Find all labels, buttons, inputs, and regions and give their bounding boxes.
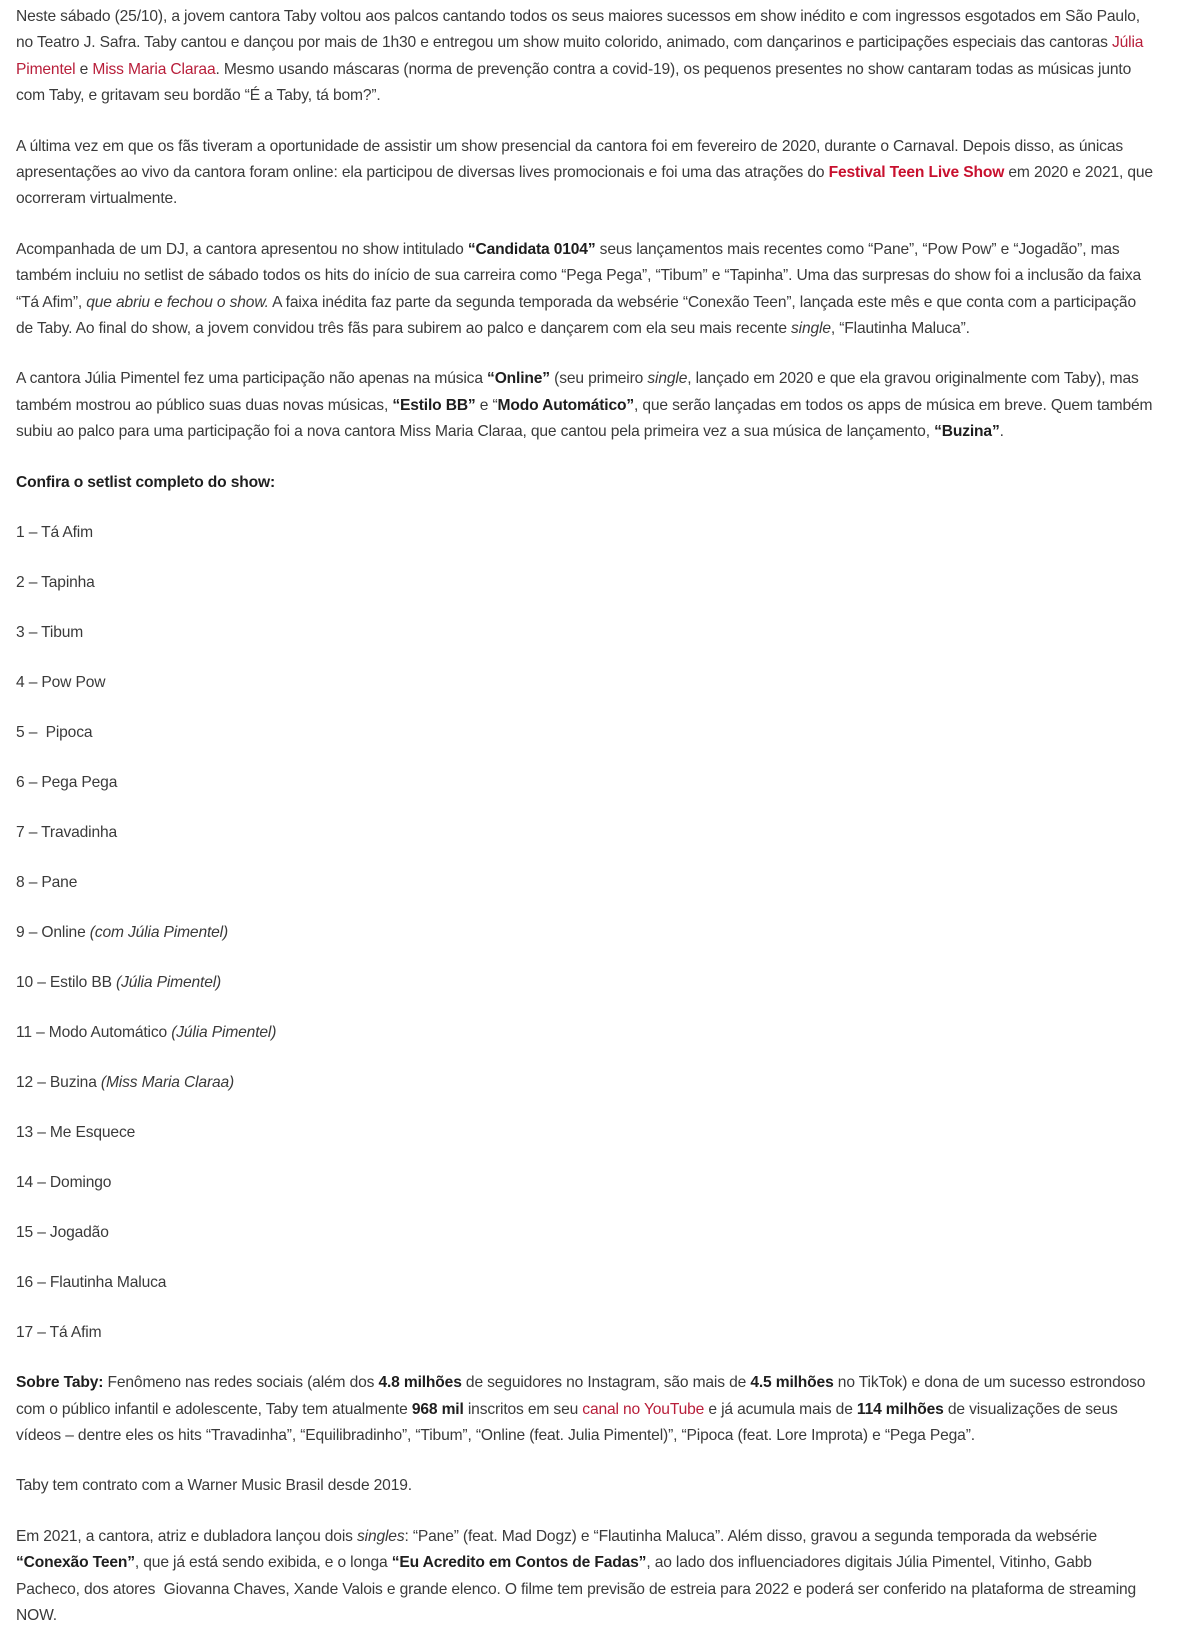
setlist-item-text: 10 – Estilo BB xyxy=(16,974,117,992)
setlist-heading-text: Confira o setlist completo do show: xyxy=(16,473,275,491)
text: em 2020 e 2021, que ocorreram virtualmente. xyxy=(16,164,1153,208)
setlist-item-text: 14 – Domingo xyxy=(16,1174,112,1192)
text: , “Flautinha Maluca”. xyxy=(830,320,970,338)
bold-text: 114 milhões xyxy=(856,1400,944,1418)
setlist-item xyxy=(16,1170,1154,1196)
text: Acompanhada de um DJ, a cantora apresentou no show intitulado xyxy=(16,240,468,258)
text: , lançado em 2020 e que ela gravou originalmente com Taby), mas também mostrou ao público suas duas novas músicas, xyxy=(16,370,1139,414)
paragraph-contract: Taby tem contrato com a Warner Music Brasil desde 2019. xyxy=(16,1477,412,1495)
link-miss-maria-claraa[interactable]: Miss Maria Claraa xyxy=(92,60,216,78)
text: , ao lado dos influenciadores digitais Júlia Pimentel, Vitinho, Gabb Pacheco, dos atores Giovanna Chaves, Xande Valois e grande elenco. O filme tem previsão de estreia para 2022 e poderá ser conferido na plataforma de streaming NOW. xyxy=(16,1554,1141,1624)
article-body xyxy=(0,4,1186,1629)
setlist-item-text: 3 – Tibum xyxy=(16,624,84,642)
setlist-item xyxy=(16,1020,1154,1046)
setlist-item xyxy=(16,820,1154,846)
setlist-item-text: 4 – Pow Pow xyxy=(16,674,106,692)
about-label: Sobre Taby: xyxy=(16,1374,104,1392)
bold-text: “Candidata 0104” xyxy=(467,240,596,258)
bold-text: “Conexão Teen” xyxy=(16,1554,135,1572)
link-festival-teen-live-show[interactable]: Festival Teen Live Show xyxy=(828,164,1005,182)
setlist-item-text: 13 – Me Esquece xyxy=(16,1124,136,1142)
setlist-item-text: 6 – Pega Pega xyxy=(16,774,118,792)
text: (seu primeiro xyxy=(549,370,648,388)
setlist-item xyxy=(16,670,1154,696)
setlist-item-text: 5 – Pipoca xyxy=(16,724,93,742)
setlist-item xyxy=(16,920,1154,946)
setlist-item-text: 9 – Online xyxy=(16,924,90,942)
bold-text: “Estilo BB” xyxy=(392,396,476,414)
setlist-item xyxy=(16,870,1154,896)
setlist-item-note: (com Júlia Pimentel) xyxy=(89,924,229,942)
setlist-item xyxy=(16,570,1154,596)
bold-text: 968 mil xyxy=(411,1400,464,1418)
text: : “Pane” (feat. Mad Dogz) e “Flautinha Maluca”. Além disso, gravou a segunda temporada da websérie xyxy=(404,1527,1098,1545)
text: e xyxy=(75,60,93,78)
setlist-item xyxy=(16,1120,1154,1146)
setlist-heading xyxy=(16,470,1154,496)
bold-text: “Buzina” xyxy=(934,423,1000,441)
text: e já acumula mais de xyxy=(704,1400,857,1418)
italic-text: singles xyxy=(356,1527,405,1545)
paragraph-guests xyxy=(16,366,1154,445)
setlist-item-text: 11 – Modo Automático xyxy=(16,1024,172,1042)
text: A cantora Júlia Pimentel fez uma participação não apenas na música xyxy=(16,370,488,388)
text: . Mesmo usando máscaras (norma de prevenção contra a covid-19), os pequenos presentes no show cantaram todas as músicas junto com Taby, e gritavam seu bordão “É a Taby, tá bom?”. xyxy=(16,60,1132,105)
text: . xyxy=(999,423,1004,441)
italic-text: single xyxy=(791,320,831,338)
setlist-item xyxy=(16,1070,1154,1096)
bold-text: 4.8 milhões xyxy=(378,1374,462,1392)
paragraph-show-details xyxy=(16,237,1154,343)
setlist-item xyxy=(16,970,1154,996)
setlist-item-note: (Júlia Pimentel) xyxy=(116,974,222,992)
link-youtube-channel[interactable]: canal no YouTube xyxy=(582,1400,705,1418)
link-julia-pimentel[interactable]: Júlia Pimentel xyxy=(16,34,1144,78)
setlist-item-text: 16 – Flautinha Maluca xyxy=(16,1274,167,1292)
setlist-item-text: 1 – Tá Afim xyxy=(16,524,93,542)
text: Neste sábado (25/10), a jovem cantora Taby voltou aos palcos cantando todos os seus maiores sucessos em show inédito e com ingressos esgotados em São Paulo, no Teatro J. Safra. Taby cantou e dançou por mais de 1h30 e entregou um show muito colorido, animado, com dançarinos e participações especiais das cantoras xyxy=(16,8,1140,52)
setlist-item-text: 15 – Jogadão xyxy=(16,1224,109,1242)
italic-text: single xyxy=(647,370,688,388)
setlist-item xyxy=(16,720,1154,746)
text: A última vez em que os fãs tiveram a oportunidade de assistir um show presencial da cantora foi em fevereiro de 2020, durante o Carnaval. Depois disso, as únicas apresentações ao vivo da cantora foram online: ela participou de diversas lives promocionais e foi uma das atrações do xyxy=(16,137,1123,182)
text: inscritos em seu xyxy=(463,1400,583,1418)
setlist xyxy=(16,520,1154,1346)
bold-text: 4.5 milhões xyxy=(750,1374,834,1392)
text: de seguidores no Instagram, são mais de xyxy=(461,1374,751,1392)
setlist-item xyxy=(16,520,1154,546)
text: de visualizações de seus vídeos – dentre eles os hits “Travadinha”, “Equilibradinho”, “Tibum”, “Online (feat. Julia Pimentel)”, “Pipoca (feat. Lore Improta) e “Pega Pega”. xyxy=(16,1400,1118,1444)
setlist-item xyxy=(16,1320,1154,1346)
setlist-item xyxy=(16,1220,1154,1246)
paragraph-last-show xyxy=(16,134,1154,213)
italic-text: que abriu e fechou o show. xyxy=(86,293,269,311)
text: Em 2021, a cantora, atriz e dubladora lançou dois xyxy=(16,1527,357,1545)
setlist-item-note: (Miss Maria Claraa) xyxy=(100,1074,235,1092)
setlist-item-text: 8 – Pane xyxy=(16,874,78,892)
text: , que serão lançadas em todos os apps de música em breve. Quem também subiu ao palco para uma participação foi a nova cantora Miss Maria Claraa, que cantou pela primeira vez a sua música de lançamento, xyxy=(16,396,1153,441)
paragraph-about-taby xyxy=(16,1370,1154,1449)
bold-text: “Eu Acredito em Contos de Fadas” xyxy=(391,1554,647,1572)
bold-text: Modo Automático” xyxy=(497,396,635,414)
paragraph-2021-releases xyxy=(16,1524,1154,1630)
setlist-item-text: 2 – Tapinha xyxy=(16,574,95,592)
text: e “ xyxy=(475,396,498,414)
text: , que já está sendo exibida, e o longa xyxy=(134,1554,392,1572)
setlist-item-text: 17 – Tá Afim xyxy=(16,1324,102,1342)
setlist-item-text: 12 – Buzina xyxy=(16,1074,101,1092)
setlist-item xyxy=(16,770,1154,796)
text: no TikTok) e dona de um sucesso estrondoso com o público infantil e adolescente, Taby tem atualmente xyxy=(16,1374,1146,1418)
text: Fenômeno nas redes sociais (além dos xyxy=(103,1374,379,1392)
setlist-item-note: (Júlia Pimentel) xyxy=(171,1024,277,1042)
text: seus lançamentos mais recentes como “Pane”, “Pow Pow” e “Jogadão”, mas também incluiu no setlist de sábado todos os hits do início de sua carreira como “Pega Pega”, “Tibum” e “Tapinha”. Uma das surpresas do show foi a inclusão da faixa “Tá Afim”, xyxy=(16,240,1142,311)
setlist-item-text: 7 – Travadinha xyxy=(16,824,118,842)
setlist-item xyxy=(16,1270,1154,1296)
text: A faixa inédita faz parte da segunda temporada da websérie “Conexão Teen”, lançada este mês e que conta com a participação de Taby. Ao final do show, a jovem convidou três fãs para subirem ao palco e dançarem com ela seu mais recente xyxy=(16,293,1136,338)
setlist-item xyxy=(16,620,1154,646)
bold-text: “Online” xyxy=(487,370,550,388)
paragraph-intro xyxy=(16,4,1154,110)
